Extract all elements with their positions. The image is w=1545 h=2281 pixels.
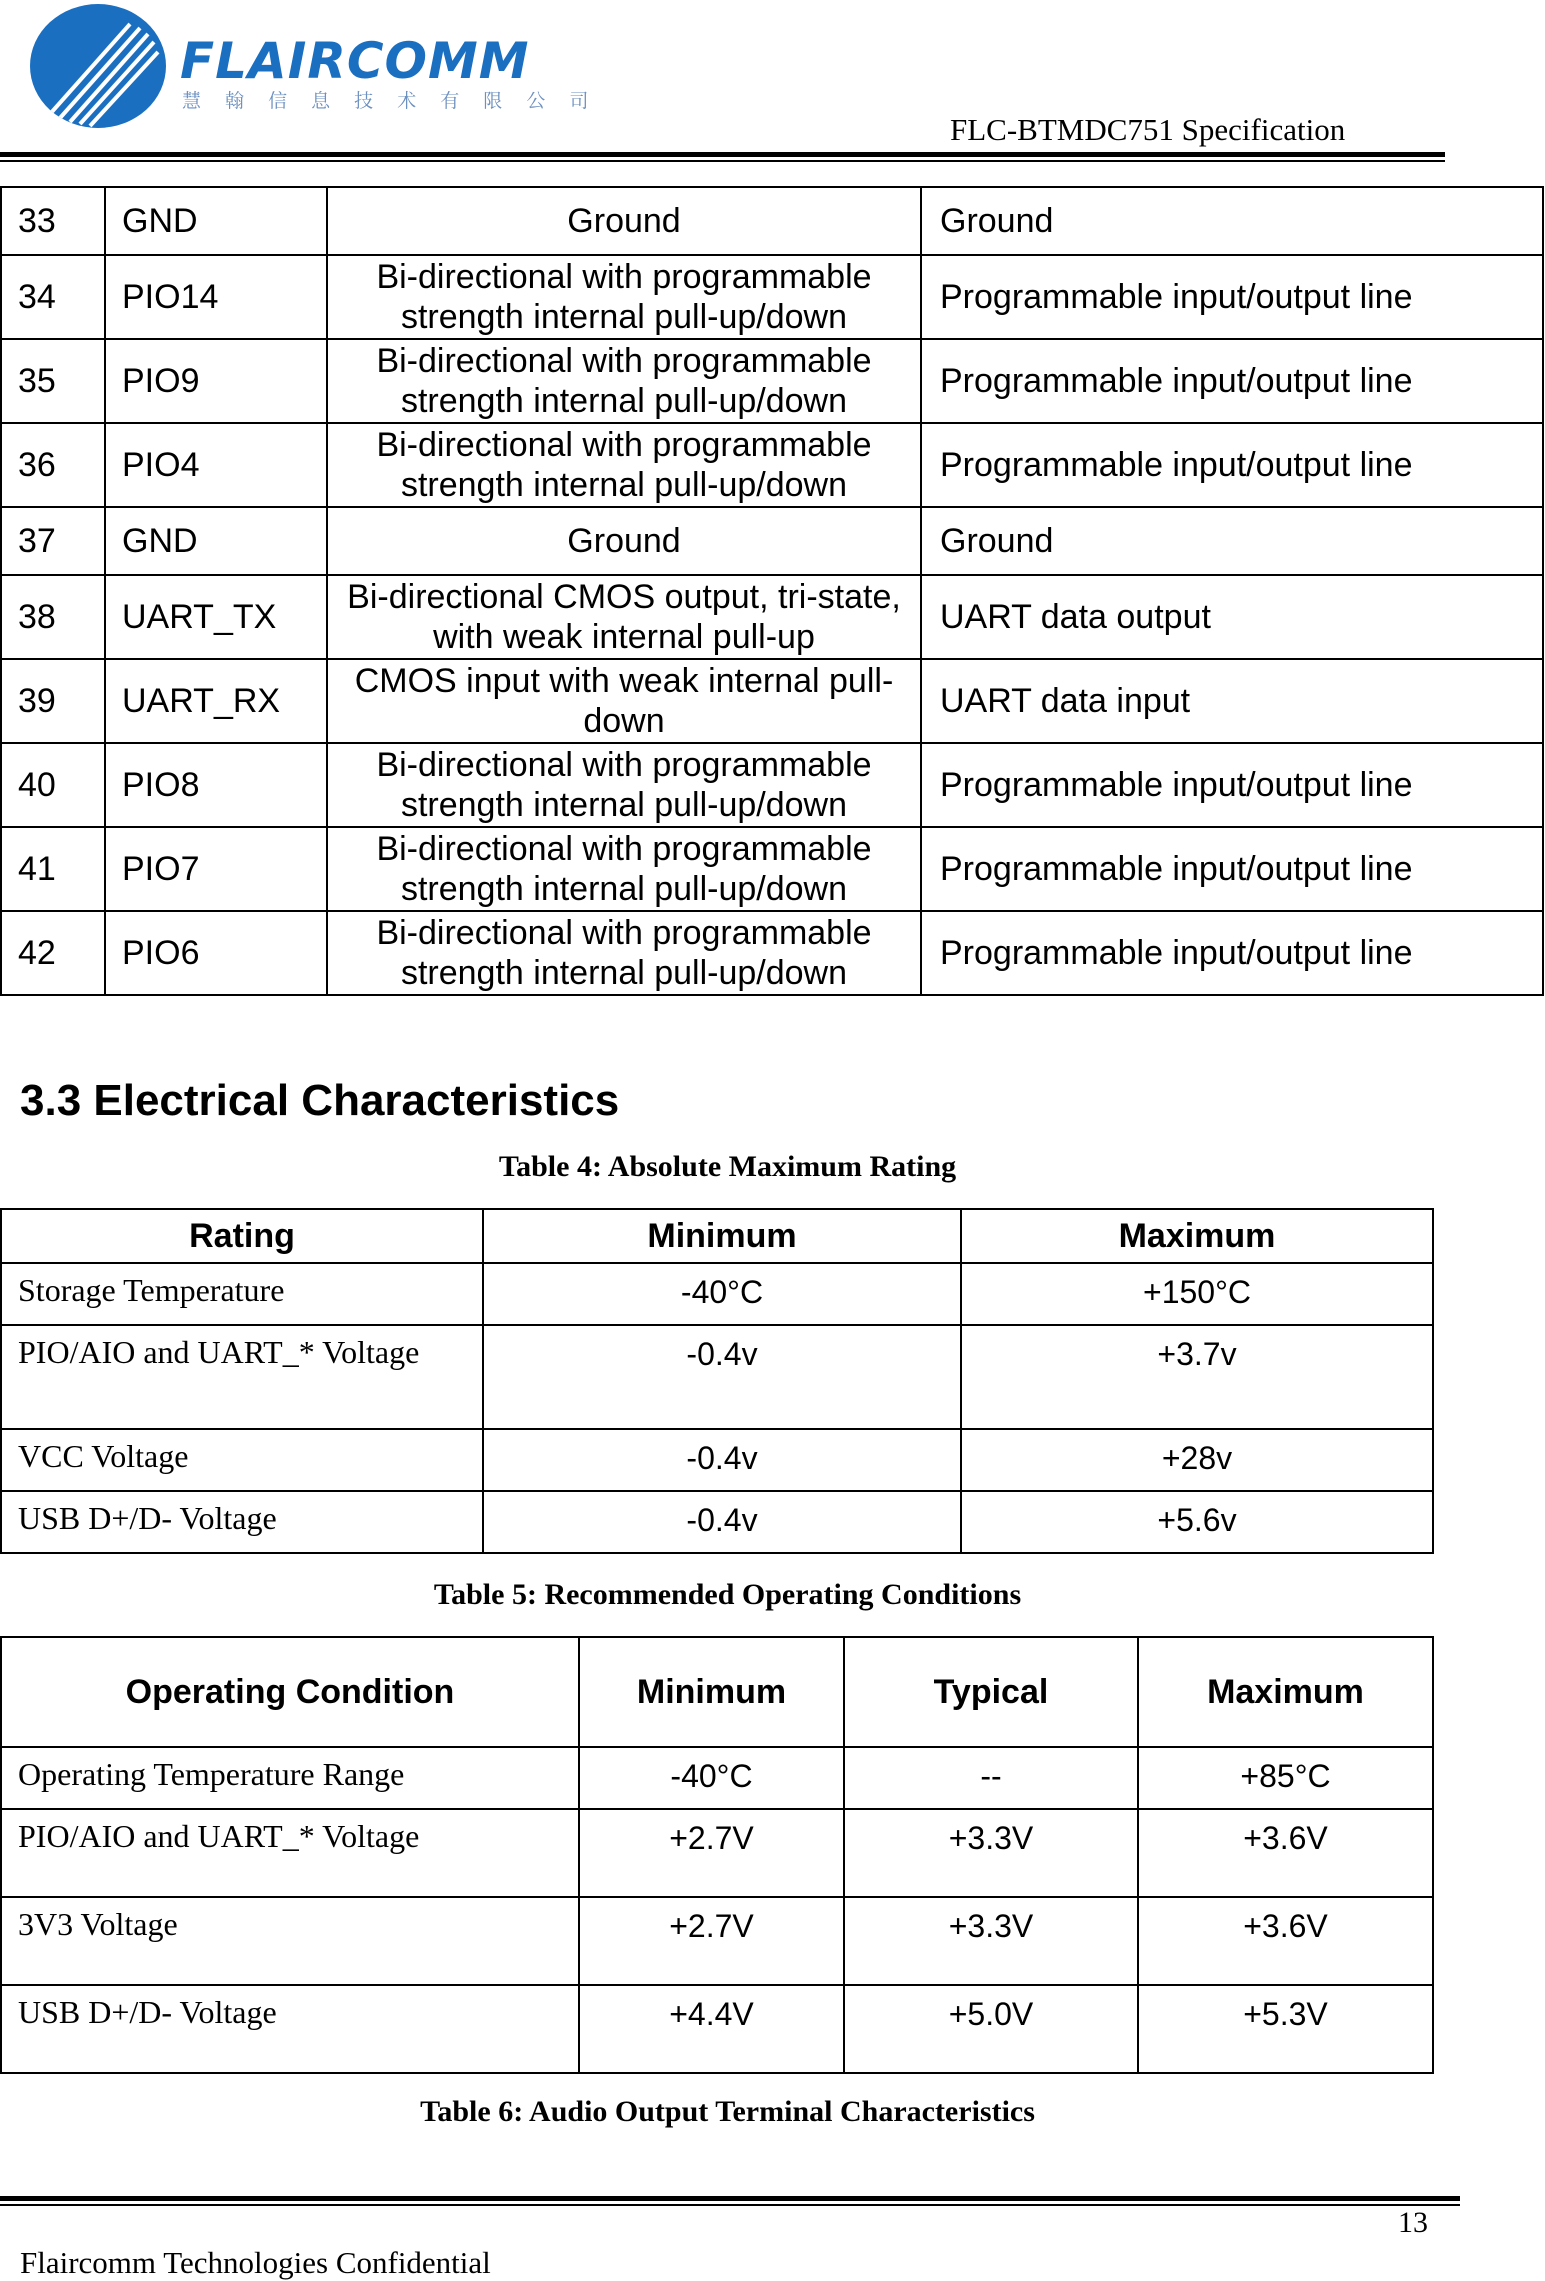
pin-type: Bi-directional with programmable strength internal pull-up/down (327, 423, 921, 507)
pin-number: 37 (1, 507, 105, 575)
pin-description: Programmable input/output line (921, 827, 1543, 911)
table-row (1, 1263, 1433, 1325)
pin-description: UART data output (921, 575, 1543, 659)
pin-number: 40 (1, 743, 105, 827)
pin-number: 42 (1, 911, 105, 995)
footer-rule-thin (0, 2204, 1460, 2206)
rating-name: USB D+/D- Voltage (1, 1491, 483, 1553)
pin-description: Programmable input/output line (921, 255, 1543, 339)
rating-minimum: -0.4v (483, 1491, 961, 1553)
table-row (1, 1491, 1433, 1553)
table5-header-condition: Operating Condition (1, 1637, 579, 1747)
absolute-max-rating-table (0, 1208, 1434, 1554)
pin-type: Bi-directional with programmable strength internal pull-up/down (327, 827, 921, 911)
table6-caption: Table 6: Audio Output Terminal Characteristics (420, 2095, 1035, 2128)
pin-name: PIO6 (105, 911, 327, 995)
condition-typical: +3.3V (844, 1897, 1138, 1985)
condition-name: USB D+/D- Voltage (1, 1985, 579, 2073)
table4-header-maximum: Maximum (961, 1209, 1433, 1263)
pin-description: Programmable input/output line (921, 911, 1543, 995)
condition-maximum: +5.3V (1138, 1985, 1433, 2073)
condition-maximum: +85°C (1138, 1747, 1433, 1809)
pin-type: Ground (327, 507, 921, 575)
pin-type: Bi-directional with programmable strength internal pull-up/down (327, 255, 921, 339)
table5-header-minimum: Minimum (579, 1637, 844, 1747)
table-row (1, 1325, 1433, 1429)
pin-description: Programmable input/output line (921, 743, 1543, 827)
table5-header-maximum: Maximum (1138, 1637, 1433, 1747)
rating-name: PIO/AIO and UART_* Voltage (1, 1325, 483, 1429)
table5-caption: Table 5: Recommended Operating Conditions (433, 1578, 1022, 1611)
pin-type: Bi-directional CMOS output, tri-state, with weak internal pull-up (327, 575, 921, 659)
table-row (1, 1985, 1433, 2073)
table5-header-typical: Typical (844, 1637, 1138, 1747)
table-row (1, 743, 1543, 827)
condition-name: Operating Temperature Range (1, 1747, 579, 1809)
table-row (1, 827, 1543, 911)
pin-name: PIO8 (105, 743, 327, 827)
pin-description: Programmable input/output line (921, 339, 1543, 423)
condition-minimum: +4.4V (579, 1985, 844, 2073)
condition-minimum: -40°C (579, 1747, 844, 1809)
pin-type: CMOS input with weak internal pull-down (327, 659, 921, 743)
condition-minimum: +2.7V (579, 1809, 844, 1897)
rating-name: Storage Temperature (1, 1263, 483, 1325)
condition-typical: +5.0V (844, 1985, 1138, 2073)
pin-name: UART_RX (105, 659, 327, 743)
pin-name: UART_TX (105, 575, 327, 659)
rating-minimum: -0.4v (483, 1325, 961, 1429)
condition-typical: -- (844, 1747, 1138, 1809)
page-number: 13 (1398, 2206, 1428, 2239)
pin-number: 41 (1, 827, 105, 911)
condition-typical: +3.3V (844, 1809, 1138, 1897)
rating-name: VCC Voltage (1, 1429, 483, 1491)
document-title: FLC-BTMDC751 Specification (950, 112, 1346, 147)
rating-minimum: -0.4v (483, 1429, 961, 1491)
table-row (1, 255, 1543, 339)
pin-number: 35 (1, 339, 105, 423)
condition-maximum: +3.6V (1138, 1897, 1433, 1985)
pin-type: Bi-directional with programmable strength internal pull-up/down (327, 911, 921, 995)
pin-name: PIO9 (105, 339, 327, 423)
table4-caption: Table 4: Absolute Maximum Rating (498, 1150, 957, 1183)
rating-maximum: +5.6v (961, 1491, 1433, 1553)
rating-maximum: +28v (961, 1429, 1433, 1491)
table-row (1, 1897, 1433, 1985)
table-row (1, 507, 1543, 575)
pin-number: 39 (1, 659, 105, 743)
table-row (1, 339, 1543, 423)
pin-type: Bi-directional with programmable strength internal pull-up/down (327, 743, 921, 827)
rating-maximum: +150°C (961, 1263, 1433, 1325)
pin-name: PIO14 (105, 255, 327, 339)
condition-name: PIO/AIO and UART_* Voltage (1, 1809, 579, 1897)
pin-number: 38 (1, 575, 105, 659)
pin-type: Bi-directional with programmable strength internal pull-up/down (327, 339, 921, 423)
footer-rule (0, 2196, 1460, 2201)
pin-number: 33 (1, 187, 105, 255)
condition-name: 3V3 Voltage (1, 1897, 579, 1985)
table-row (1, 423, 1543, 507)
section-title: 3.3 Electrical Characteristics (20, 1076, 620, 1125)
logo-text: FLAIRCOMM (180, 32, 530, 90)
header-rule-thin (0, 160, 1445, 162)
pin-description-table (0, 186, 1544, 996)
table-row (1, 1809, 1433, 1897)
pin-name: GND (105, 507, 327, 575)
pin-name: GND (105, 187, 327, 255)
table-row (1, 1747, 1433, 1809)
table-row (1, 187, 1543, 255)
confidential-notice: Flaircomm Technologies Confidential (20, 2245, 491, 2280)
pin-type: Ground (327, 187, 921, 255)
table-row (1, 575, 1543, 659)
header-rule (0, 152, 1445, 157)
table-row (1, 659, 1543, 743)
pin-name: PIO7 (105, 827, 327, 911)
pin-number: 34 (1, 255, 105, 339)
pin-number: 36 (1, 423, 105, 507)
table-row (1, 911, 1543, 995)
pin-description: Ground (921, 187, 1543, 255)
company-logo (30, 4, 166, 128)
pin-description: UART data input (921, 659, 1543, 743)
recommended-operating-conditions-table (0, 1636, 1434, 2074)
logo-stripes-icon (30, 4, 166, 128)
table4-header-rating: Rating (1, 1209, 483, 1263)
pin-description: Programmable input/output line (921, 423, 1543, 507)
rating-minimum: -40°C (483, 1263, 961, 1325)
logo-subtext: 慧 翰 信 息 技 术 有 限 公 司 (182, 90, 598, 112)
pin-description: Ground (921, 507, 1543, 575)
table-row (1, 1429, 1433, 1491)
pin-name: PIO4 (105, 423, 327, 507)
table4-header-minimum: Minimum (483, 1209, 961, 1263)
rating-maximum: +3.7v (961, 1325, 1433, 1429)
condition-minimum: +2.7V (579, 1897, 844, 1985)
condition-maximum: +3.6V (1138, 1809, 1433, 1897)
